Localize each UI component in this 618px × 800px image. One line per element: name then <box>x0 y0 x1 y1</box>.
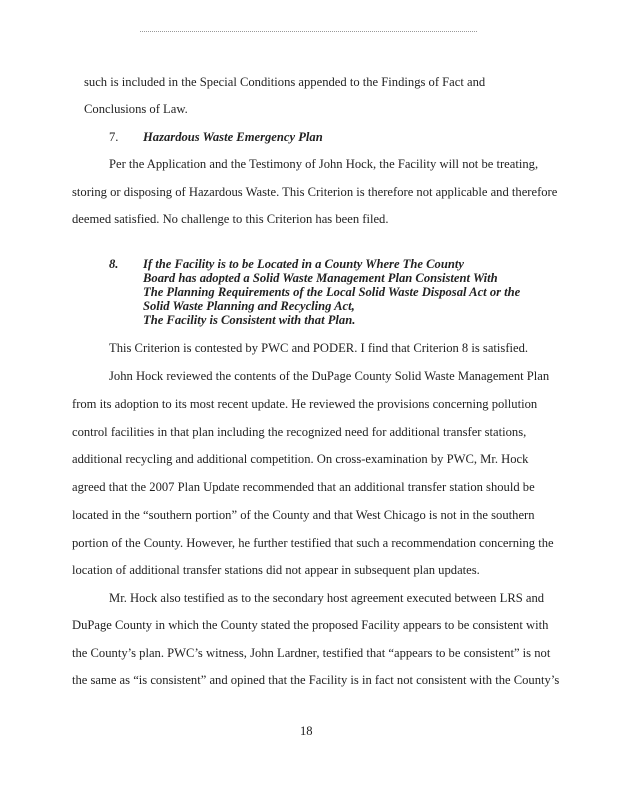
body-line: DuPage County in which the County stated the proposed Facility appears to be consistent with <box>72 618 549 632</box>
section-8-heading-line: The Facility is Consistent with that Plan. <box>143 313 356 327</box>
body-line: from its adoption to its most recent update. He reviewed the provisions concerning pollution <box>72 397 538 411</box>
body-line: located in the “southern portion” of the County and that West Chicago is not in the southern <box>72 508 535 522</box>
body-line: location of additional transfer stations did not appear in subsequent plan updates. <box>72 563 480 577</box>
body-line: John Hock reviewed the contents of the DuPage County Solid Waste Management Plan <box>109 369 550 383</box>
body-line: Mr. Hock also testified as to the secondary host agreement executed between LRS and <box>109 591 545 605</box>
body-line: storing or disposing of Hazardous Waste. This Criterion is therefore not applicable and therefore <box>72 185 558 199</box>
section-8-heading-line: The Planning Requirements of the Local Solid Waste Disposal Act or the <box>143 285 521 299</box>
section-8-number: 8. <box>109 257 119 271</box>
section-7-number: 7. <box>109 130 119 144</box>
body-line: This Criterion is contested by PWC and PODER. I find that Criterion 8 is satisfied. <box>109 341 529 355</box>
body-line: such is included in the Special Conditions appended to the Findings of Fact and <box>84 75 486 89</box>
body-line: control facilities in that plan including the recognized need for additional transfer stations, <box>72 425 527 439</box>
body-line: additional recycling and additional competition. On cross-examination by PWC, Mr. Hock <box>72 452 529 466</box>
body-line: the County’s plan. PWC’s witness, John Lardner, testified that “appears to be consistent” is not <box>72 646 551 660</box>
section-8-heading-line: If the Facility is to be Located in a County Where The County <box>143 257 464 271</box>
body-line: portion of the County. However, he further testified that such a recommendation concerning the <box>72 536 554 550</box>
section-8-heading-line: Solid Waste Planning and Recycling Act, <box>143 299 355 313</box>
body-line: deemed satisfied. No challenge to this Criterion has been filed. <box>72 212 389 226</box>
section-8-heading-line: Board has adopted a Solid Waste Management Plan Consistent With <box>143 271 498 285</box>
body-line: agreed that the 2007 Plan Update recommended that an additional transfer station should be <box>72 480 535 494</box>
body-line: the same as “is consistent” and opined that the Facility is in fact not consistent with the County’s <box>72 673 560 687</box>
top-rule <box>140 31 477 32</box>
page-number: 18 <box>300 724 313 738</box>
body-line: Per the Application and the Testimony of John Hock, the Facility will not be treating, <box>109 157 539 171</box>
body-line: Conclusions of Law. <box>84 102 188 116</box>
section-7-heading: Hazardous Waste Emergency Plan <box>143 130 323 144</box>
